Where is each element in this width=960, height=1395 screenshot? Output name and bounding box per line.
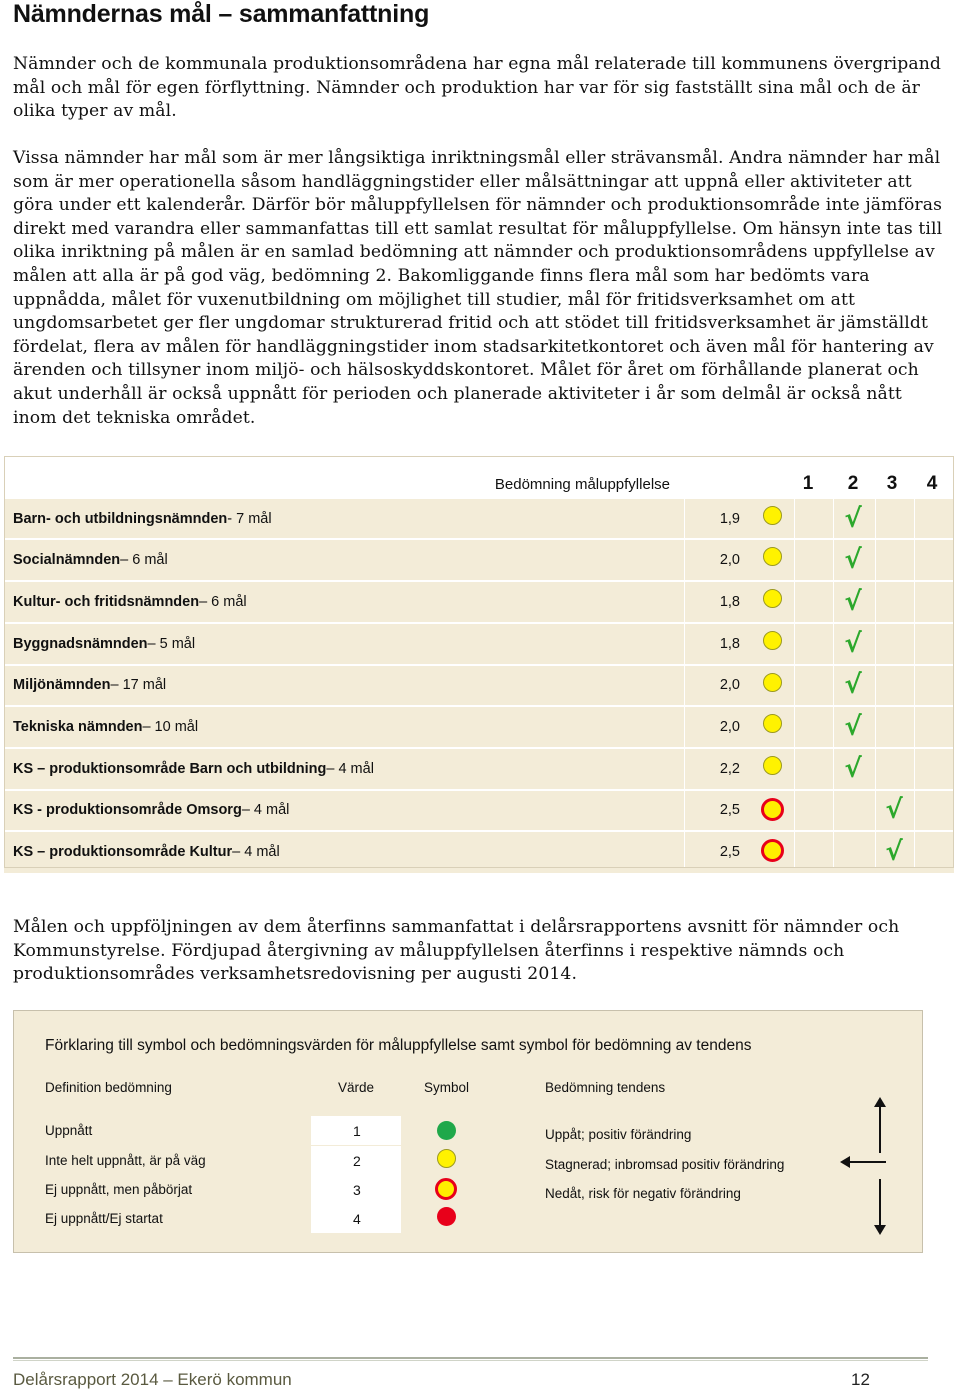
committee-name-bold: Tekniska nämnden: [13, 719, 143, 736]
committee-name-bold: Socialnämnden: [13, 552, 121, 569]
assessment-value: 1,8: [719, 635, 740, 652]
check-mark-icon: √: [844, 712, 862, 743]
followup-paragraph: Målen och uppföljningen av dem återfinns sammanfattat i delårsrapportens avsnitt för nämnder och Kommunstyrelse. Fördjupad återgivning av måluppfyllelsen återfinns i respektive nämnds och produktionsområdes verksamhetsredovisning per augusti 2014.: [13, 917, 900, 985]
goal-count: – 4 mål: [326, 760, 374, 777]
assessment-value: 2,5: [719, 844, 740, 861]
red-circle-icon: [435, 1207, 457, 1226]
legend-value: 3: [311, 1175, 401, 1204]
check-mark-icon: √: [844, 753, 862, 784]
assessment-value: 1,9: [719, 510, 740, 527]
assessment-value: 1,8: [719, 593, 740, 610]
goal-count: – 6 mål: [199, 593, 247, 610]
level-4-header: 4: [926, 472, 938, 494]
committee-name-bold: KS – produktionsområde Kultur: [13, 844, 233, 861]
check-mark-icon: √: [885, 795, 903, 826]
legend-box: [13, 1010, 923, 1253]
legend-definition: Ej uppnått, men påbörjat: [45, 1182, 193, 1197]
level-1-header: 1: [802, 472, 814, 494]
committee-name-bold: KS - produktionsområde Omsorg: [13, 802, 242, 819]
page-number: 12: [851, 1370, 870, 1389]
assessment-value: 2,2: [719, 760, 740, 777]
arrow-left-icon: [840, 1154, 888, 1170]
footer-document-title: Delårsrapport 2014 – Ekerö kommun: [13, 1370, 292, 1389]
committee-name-bold: KS – produktionsområde Barn och utbildning: [13, 760, 327, 777]
assessment-table: [4, 456, 954, 868]
assessment-value: 2,0: [719, 719, 740, 736]
check-mark-icon: √: [844, 628, 862, 659]
assessment-value: 2,5: [719, 802, 740, 819]
assessment-value: 2,0: [719, 677, 740, 694]
check-mark-icon: √: [885, 837, 903, 868]
trend-label: Stagnerad; inbromsad positiv förändring: [545, 1157, 785, 1172]
legend-value: 4: [311, 1204, 401, 1233]
committee-name-bold: Byggnadsnämnden: [13, 635, 148, 652]
goal-count: – 5 mål: [147, 635, 196, 652]
check-mark-icon: √: [844, 545, 862, 576]
committee-name-bold: Kultur- och fritidsnämnden: [13, 593, 200, 610]
goal-count: – 6 mål: [120, 552, 168, 569]
legend-definition: Inte helt uppnått, är på väg: [45, 1153, 206, 1168]
arrow-down-icon: [872, 1177, 888, 1235]
assessment-header-label: Bedömning måluppfyllelse: [494, 475, 670, 493]
assessment-value: 2,0: [719, 552, 740, 569]
trend-label: Uppåt; positiv förändring: [545, 1127, 692, 1142]
body-paragraph: Vissa nämnder har mål som är mer långsiktiga inriktningsmål eller strävansmål. Andra nämnder har mål som är mer operationella såsom handläggningstider eller målsättningar att uppnå eller aktiviteter att göra under ett kalenderår. Därför bör måluppfyllelsen för nämnder och produktionsområde inte jämföras direkt med varandra eller sammanfattas till ett samlat resultat för måluppfyllelse. Om hänsyn inte tas till olika inriktning på målen är en samlad bedömning att nämnder och produktionsområdens uppfyllelse av målen att alla är på god väg, bedömning 2. Bakomliggande finns flera mål som har bedömts vara uppnådda, målet för vuxenutbildning om möjlighet till studier, mål för fritidsverksamhet om att ungdomsarbetet ger fler ungdomar strukturerad fritid och att stödet till fritidsverksamhet är jämställdt fördelat, flera av målen för handläggningstider inom stadsarkitetkontoret och även mål för hantering av ärenden och tillsyner inom miljö- och hälsoskyddskontoret. Målet för året om förhållande planerat och akut underhåll är också uppnått för perioden och planerade aktiviteter i år som delmål är också nått inom det tekniska området.: [13, 148, 943, 428]
legend-col-symbol: Symbol: [424, 1080, 470, 1095]
legend-col-trend: Bedömning tendens: [545, 1080, 666, 1095]
goal-count: - 7 mål: [227, 510, 272, 527]
level-2-header: 2: [847, 472, 859, 494]
green-circle-icon: [435, 1121, 457, 1140]
goal-count: – 17 mål: [110, 677, 167, 694]
legend-definition: Ej uppnått/Ej startat: [45, 1211, 163, 1226]
legend-definition: Uppnått: [45, 1123, 93, 1138]
page-title: Nämndernas mål – sammanfattning: [13, 0, 430, 28]
check-mark-icon: √: [844, 670, 862, 701]
legend-title: Förklaring till symbol och bedömningsvärden för måluppfyllelse samt symbol för bedömning av tendens: [45, 1037, 752, 1054]
legend-col-value: Värde: [338, 1080, 375, 1095]
legend-value: 2: [311, 1146, 401, 1175]
legend-value: 1: [311, 1116, 401, 1145]
footer-rule-thin: [13, 1360, 928, 1361]
yellow-circle-icon: [435, 1149, 457, 1168]
check-mark-icon: √: [844, 586, 862, 617]
trend-label: Nedåt, risk för negativ förändring: [545, 1186, 741, 1201]
goal-count: – 4 mål: [241, 802, 290, 819]
intro-paragraph: Nämnder och de kommunala produktionsområdena har egna mål relaterade till kommunens övergripand mål och mål för egen förflyttning. Nämnder och produktion har var för sig fastställt sina mål och de är olika typer av mål.: [13, 54, 941, 122]
footer-rule: [13, 1357, 928, 1359]
goal-count: – 10 mål: [142, 719, 199, 736]
committee-name-bold: Miljönämnden: [13, 677, 111, 694]
committee-name-bold: Barn- och utbildningsnämnden: [13, 510, 228, 527]
level-3-header: 3: [886, 472, 898, 494]
orange-circle-icon: [435, 1178, 457, 1200]
check-mark-icon: √: [844, 503, 862, 534]
legend-col-definition: Definition bedömning: [45, 1080, 172, 1095]
arrow-up-icon: [872, 1097, 888, 1155]
goal-count: – 4 mål: [232, 844, 280, 861]
